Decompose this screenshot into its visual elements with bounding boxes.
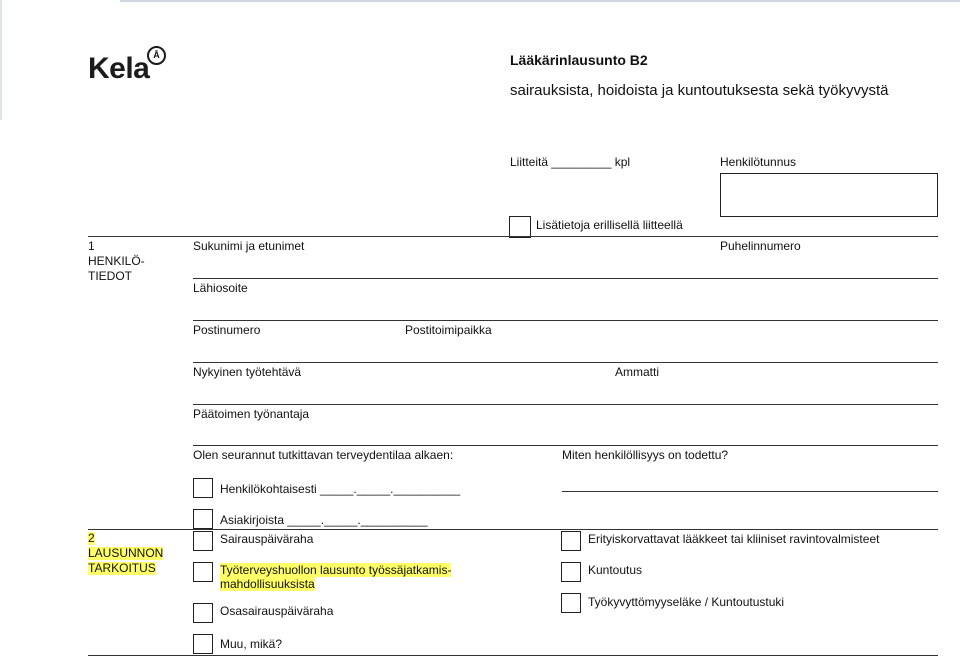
disability-pension-label: Työkyvyttömyyseläke / Kuntoutustuki bbox=[588, 595, 785, 609]
special-medicines-checkbox[interactable] bbox=[561, 531, 581, 551]
kela-logo: Kela bbox=[88, 52, 150, 85]
identity-field[interactable] bbox=[562, 491, 938, 492]
section1-top-rule bbox=[88, 236, 938, 237]
personal-id-label: Henkilötunnus bbox=[720, 155, 797, 169]
postal-code-label: Postinumero bbox=[193, 323, 261, 337]
address-label: Lähiosoite bbox=[193, 281, 248, 295]
form-title: Lääkärinlausunto B2 bbox=[510, 52, 648, 68]
name-field[interactable] bbox=[193, 278, 938, 279]
disability-pension-checkbox[interactable] bbox=[561, 593, 581, 613]
section2-title-line1: LAUSUNNON bbox=[88, 546, 164, 560]
occupational-health-checkbox[interactable] bbox=[193, 562, 213, 582]
section2-bottom-rule bbox=[88, 655, 938, 656]
sickness-allowance-label: Sairauspäiväraha bbox=[220, 532, 314, 546]
records-checkbox[interactable] bbox=[193, 509, 213, 529]
rehabilitation-checkbox[interactable] bbox=[561, 562, 581, 582]
section2-top-rule bbox=[88, 529, 938, 530]
occupational-health-label-line2: mahdollisuuksista bbox=[220, 577, 315, 591]
section2-title-line2: TARKOITUS bbox=[88, 561, 156, 575]
personal-checkbox[interactable] bbox=[193, 478, 213, 498]
postal-field[interactable] bbox=[193, 362, 938, 363]
identity-label: Miten henkilöllisyys on todettu? bbox=[562, 448, 729, 462]
other-purpose-checkbox[interactable] bbox=[193, 634, 213, 654]
form-subtitle: sairauksista, hoidoista ja kuntoutuksesta sekä työkyvystä bbox=[510, 82, 889, 99]
partial-sickness-allowance-checkbox[interactable] bbox=[193, 603, 213, 623]
kela-logo-icon: Å bbox=[147, 46, 166, 65]
name-label: Sukunimi ja etunimet bbox=[193, 239, 305, 253]
personal-option-label: Henkilökohtaisesti _____._____.__________ bbox=[220, 482, 461, 496]
section1-number: 1 bbox=[88, 239, 95, 253]
other-purpose-label: Muu, mikä? bbox=[220, 637, 283, 651]
special-medicines-label: Erityiskorvattavat lääkkeet tai kliiniset ravintovalmisteet bbox=[588, 532, 880, 546]
partial-sickness-allowance-label: Osasairauspäiväraha bbox=[220, 604, 334, 618]
post-office-label: Postitoimipaikka bbox=[405, 323, 492, 337]
attachments-label: Liitteitä _________ kpl bbox=[510, 155, 631, 169]
followed-since-label: Olen seurannut tutkittavan terveydentilaa alkaen: bbox=[193, 448, 454, 462]
sickness-allowance-checkbox[interactable] bbox=[193, 531, 213, 551]
extra-info-label: Lisätietoja erillisellä liitteellä bbox=[536, 218, 683, 232]
records-option-label: Asiakirjoista _____._____.__________ bbox=[220, 513, 428, 527]
employer-field[interactable] bbox=[193, 445, 938, 446]
personal-id-field[interactable] bbox=[720, 173, 938, 217]
section2-number: 2 bbox=[88, 531, 95, 545]
task-field[interactable] bbox=[193, 404, 938, 405]
profession-label: Ammatti bbox=[615, 365, 660, 379]
employer-label: Päätoimen työnantaja bbox=[193, 407, 310, 421]
address-field[interactable] bbox=[193, 320, 938, 321]
current-task-label: Nykyinen työtehtävä bbox=[193, 365, 302, 379]
extra-info-checkbox[interactable] bbox=[509, 216, 531, 238]
left-strip bbox=[0, 0, 2, 120]
occupational-health-label-line1: Työterveyshuollon lausunto työssäjatkamis- bbox=[220, 563, 452, 577]
phone-label: Puhelinnumero bbox=[720, 239, 801, 253]
rehabilitation-label: Kuntoutus bbox=[588, 563, 643, 577]
section1-title-line2: TIEDOT bbox=[88, 269, 132, 283]
top-bar-line bbox=[120, 0, 960, 2]
section1-title-line1: HENKILÖ- bbox=[88, 254, 145, 268]
